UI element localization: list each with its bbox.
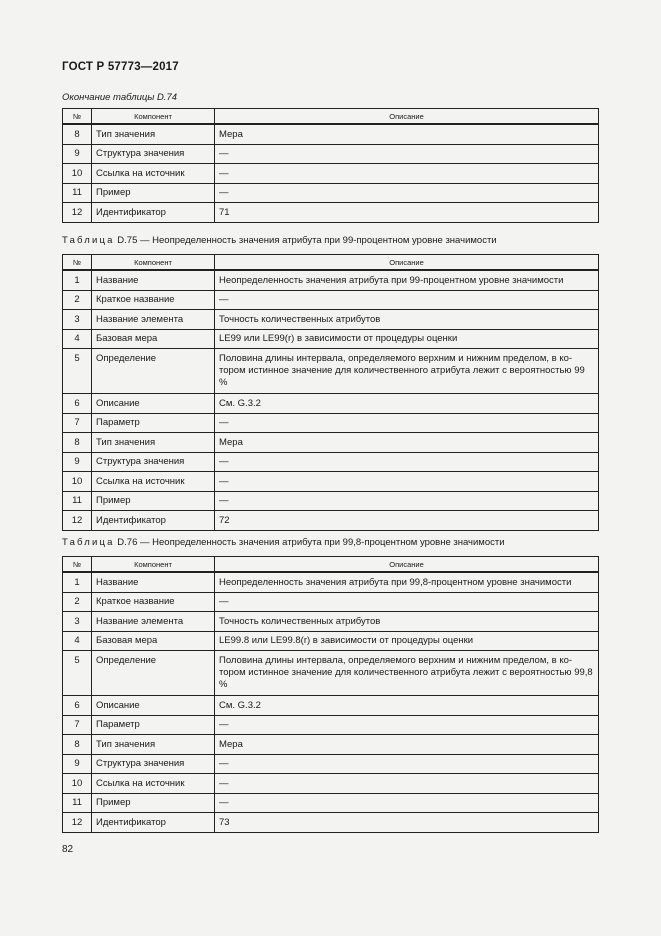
table-row bbox=[63, 651, 599, 696]
cell-component: Определение bbox=[92, 349, 215, 394]
cell-description: — bbox=[215, 290, 599, 310]
cell-number: 1 bbox=[63, 572, 92, 592]
table-d75-caption bbox=[62, 235, 497, 246]
cell-component: Краткое название bbox=[92, 290, 215, 310]
table-row bbox=[63, 124, 599, 144]
cell-component: Структура значения bbox=[92, 452, 215, 472]
col-component-header: Компонент bbox=[92, 109, 215, 125]
table-row bbox=[63, 813, 599, 833]
col-component-header: Компонент bbox=[92, 255, 215, 271]
cell-number: 8 bbox=[63, 735, 92, 755]
cell-component: Описание bbox=[92, 394, 215, 414]
cell-number: 10 bbox=[63, 472, 92, 492]
cell-component: Структура значения bbox=[92, 144, 215, 164]
caption-word: Таблица bbox=[62, 235, 115, 246]
cell-component: Пример bbox=[92, 491, 215, 511]
cell-number: 9 bbox=[63, 452, 92, 472]
cell-component: Пример bbox=[92, 793, 215, 813]
cell-number: 12 bbox=[63, 813, 92, 833]
cell-number: 10 bbox=[63, 774, 92, 794]
table-d75 bbox=[62, 254, 599, 531]
col-component-header: Компонент bbox=[92, 557, 215, 573]
cell-description: — bbox=[215, 413, 599, 433]
table-row bbox=[63, 203, 599, 223]
cell-description: — bbox=[215, 793, 599, 813]
cell-component: Название элемента bbox=[92, 612, 215, 632]
table-row bbox=[63, 735, 599, 755]
cell-component: Идентификатор bbox=[92, 813, 215, 833]
cell-description: — bbox=[215, 452, 599, 472]
cell-description: Мера bbox=[215, 735, 599, 755]
caption-word: Таблица bbox=[62, 537, 115, 548]
cell-description: См. G.3.2 bbox=[215, 394, 599, 414]
cell-number: 1 bbox=[63, 270, 92, 290]
cell-number: 11 bbox=[63, 183, 92, 203]
cell-number: 5 bbox=[63, 651, 92, 696]
table-row bbox=[63, 433, 599, 453]
cell-description: — bbox=[215, 491, 599, 511]
cell-description: Мера bbox=[215, 433, 599, 453]
table-row bbox=[63, 572, 599, 592]
cell-number: 4 bbox=[63, 631, 92, 651]
caption-text: D.76 — Неопределенность значения атрибута при 99,8-процентном уровне значимости bbox=[117, 537, 505, 548]
document-header: ГОСТ Р 57773—2017 bbox=[62, 61, 179, 73]
cell-number: 11 bbox=[63, 793, 92, 813]
table-row bbox=[63, 511, 599, 531]
cell-number: 2 bbox=[63, 592, 92, 612]
cell-description: — bbox=[215, 183, 599, 203]
cell-description: Неопределенность значения атрибута при 99-процентном уровне значимости bbox=[215, 270, 599, 290]
table-d76-caption bbox=[62, 537, 505, 548]
cell-component: Базовая мера bbox=[92, 631, 215, 651]
table-row bbox=[63, 715, 599, 735]
cell-description: — bbox=[215, 472, 599, 492]
table-row bbox=[63, 592, 599, 612]
cell-number: 12 bbox=[63, 511, 92, 531]
cell-component: Параметр bbox=[92, 413, 215, 433]
cell-description: Неопределенность значения атрибута при 99,8-процентном уровне значимости bbox=[215, 572, 599, 592]
table-row bbox=[63, 472, 599, 492]
cell-description: Половина длины интервала, определяемого верхним и нижним пределом, в ко-тором истинное значение для количественного атрибута лежит с вероятностью 99 % bbox=[215, 349, 599, 394]
cell-description: — bbox=[215, 164, 599, 184]
table-row bbox=[63, 144, 599, 164]
cell-component: Ссылка на источник bbox=[92, 164, 215, 184]
cell-component: Ссылка на источник bbox=[92, 472, 215, 492]
cell-number: 5 bbox=[63, 349, 92, 394]
cell-description: — bbox=[215, 715, 599, 735]
table-row bbox=[63, 631, 599, 651]
table-row bbox=[63, 394, 599, 414]
cell-number: 6 bbox=[63, 394, 92, 414]
cell-component: Краткое название bbox=[92, 592, 215, 612]
table-row bbox=[63, 270, 599, 290]
table-row bbox=[63, 793, 599, 813]
cell-component: Базовая мера bbox=[92, 329, 215, 349]
cell-description: — bbox=[215, 592, 599, 612]
table-d74 bbox=[62, 108, 599, 223]
cell-description: Мера bbox=[215, 124, 599, 144]
table-row bbox=[63, 696, 599, 716]
cell-component: Идентификатор bbox=[92, 203, 215, 223]
cell-description: — bbox=[215, 144, 599, 164]
cell-description: 72 bbox=[215, 511, 599, 531]
cell-description: — bbox=[215, 774, 599, 794]
table-row bbox=[63, 413, 599, 433]
cell-description: LE99 или LE99(r) в зависимости от процедуры оценки bbox=[215, 329, 599, 349]
cell-description: 71 bbox=[215, 203, 599, 223]
cell-description: Половина длины интервала, определяемого верхним и нижним пределом, в ко-тором истинное значение для количественного атрибута лежит с вероятностью 99,8 % bbox=[215, 651, 599, 696]
table-row bbox=[63, 754, 599, 774]
cell-component: Тип значения bbox=[92, 735, 215, 755]
cell-component: Определение bbox=[92, 651, 215, 696]
cell-number: 9 bbox=[63, 754, 92, 774]
cell-component: Идентификатор bbox=[92, 511, 215, 531]
cell-description: — bbox=[215, 754, 599, 774]
cell-number: 9 bbox=[63, 144, 92, 164]
cell-component: Параметр bbox=[92, 715, 215, 735]
col-description-header: Описание bbox=[215, 109, 599, 125]
table-row bbox=[63, 349, 599, 394]
cell-number: 7 bbox=[63, 413, 92, 433]
page-number: 82 bbox=[62, 844, 74, 855]
cell-number: 3 bbox=[63, 612, 92, 632]
cell-component: Название bbox=[92, 572, 215, 592]
cell-component: Описание bbox=[92, 696, 215, 716]
cell-description: LE99.8 или LE99.8(r) в зависимости от процедуры оценки bbox=[215, 631, 599, 651]
table-d76 bbox=[62, 556, 599, 833]
table-row bbox=[63, 329, 599, 349]
table-row bbox=[63, 164, 599, 184]
cell-description: Точность количественных атрибутов bbox=[215, 310, 599, 330]
cell-number: 7 bbox=[63, 715, 92, 735]
cell-component: Название bbox=[92, 270, 215, 290]
cell-number: 8 bbox=[63, 433, 92, 453]
cell-number: 8 bbox=[63, 124, 92, 144]
col-num-header: № bbox=[63, 557, 92, 573]
table-row bbox=[63, 612, 599, 632]
cell-description: 73 bbox=[215, 813, 599, 833]
table-row bbox=[63, 452, 599, 472]
table-header-row bbox=[63, 557, 599, 573]
cell-description: См. G.3.2 bbox=[215, 696, 599, 716]
col-num-header: № bbox=[63, 109, 92, 125]
cell-number: 3 bbox=[63, 310, 92, 330]
col-description-header: Описание bbox=[215, 557, 599, 573]
cell-component: Тип значения bbox=[92, 433, 215, 453]
caption-text: D.75 — Неопределенность значения атрибута при 99-процентном уровне значимости bbox=[117, 235, 497, 246]
table-row bbox=[63, 774, 599, 794]
cell-description: Точность количественных атрибутов bbox=[215, 612, 599, 632]
table-header-row bbox=[63, 255, 599, 271]
cell-number: 11 bbox=[63, 491, 92, 511]
cell-component: Пример bbox=[92, 183, 215, 203]
table-d74-caption: Окончание таблицы D.74 bbox=[62, 92, 178, 103]
cell-component: Тип значения bbox=[92, 124, 215, 144]
col-num-header: № bbox=[63, 255, 92, 271]
cell-component: Название элемента bbox=[92, 310, 215, 330]
cell-number: 2 bbox=[63, 290, 92, 310]
col-description-header: Описание bbox=[215, 255, 599, 271]
cell-component: Структура значения bbox=[92, 754, 215, 774]
table-row bbox=[63, 310, 599, 330]
cell-number: 12 bbox=[63, 203, 92, 223]
cell-number: 6 bbox=[63, 696, 92, 716]
cell-number: 10 bbox=[63, 164, 92, 184]
table-row bbox=[63, 183, 599, 203]
table-header-row bbox=[63, 109, 599, 125]
table-row bbox=[63, 491, 599, 511]
cell-number: 4 bbox=[63, 329, 92, 349]
table-row bbox=[63, 290, 599, 310]
cell-component: Ссылка на источник bbox=[92, 774, 215, 794]
